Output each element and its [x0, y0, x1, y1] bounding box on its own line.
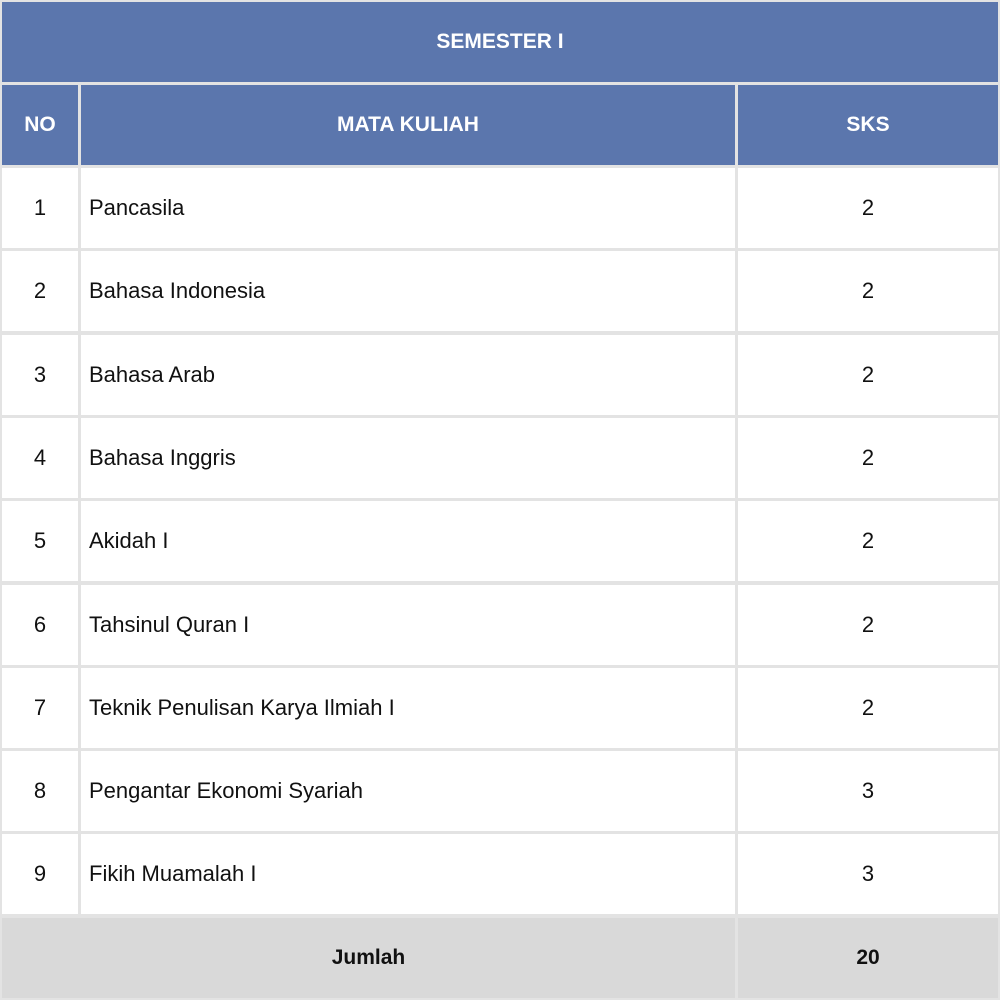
- course-credits: 2: [738, 335, 998, 415]
- header-course: MATA KULIAH: [81, 85, 735, 165]
- row-number: 5: [2, 501, 78, 581]
- course-credits: 2: [738, 418, 998, 498]
- course-name: Bahasa Indonesia: [81, 251, 735, 331]
- course-name: Teknik Penulisan Karya Ilmiah I: [81, 668, 735, 748]
- course-name: Akidah I: [81, 501, 735, 581]
- row-number: 8: [2, 751, 78, 831]
- row-number: 2: [2, 251, 78, 331]
- course-credits: 2: [738, 585, 998, 665]
- course-credits: 2: [738, 251, 998, 331]
- row-number: 7: [2, 668, 78, 748]
- row-number: 9: [2, 834, 78, 914]
- row-number: 6: [2, 585, 78, 665]
- course-name: Pengantar Ekonomi Syariah: [81, 751, 735, 831]
- course-credits: 3: [738, 751, 998, 831]
- course-credits: 3: [738, 834, 998, 914]
- row-number: 4: [2, 418, 78, 498]
- course-credits: 2: [738, 168, 998, 248]
- course-credits: 2: [738, 668, 998, 748]
- course-name: Bahasa Arab: [81, 335, 735, 415]
- course-name: Tahsinul Quran I: [81, 585, 735, 665]
- course-name: Bahasa Inggris: [81, 418, 735, 498]
- course-credits: 2: [738, 501, 998, 581]
- header-no: NO: [2, 85, 78, 165]
- row-number: 3: [2, 335, 78, 415]
- row-number: 1: [2, 168, 78, 248]
- table-title: SEMESTER I: [2, 2, 998, 82]
- total-value: 20: [738, 918, 998, 998]
- total-label: Jumlah: [2, 918, 735, 998]
- course-name: Fikih Muamalah I: [81, 834, 735, 914]
- course-name: Pancasila: [81, 168, 735, 248]
- header-credits: SKS: [738, 85, 998, 165]
